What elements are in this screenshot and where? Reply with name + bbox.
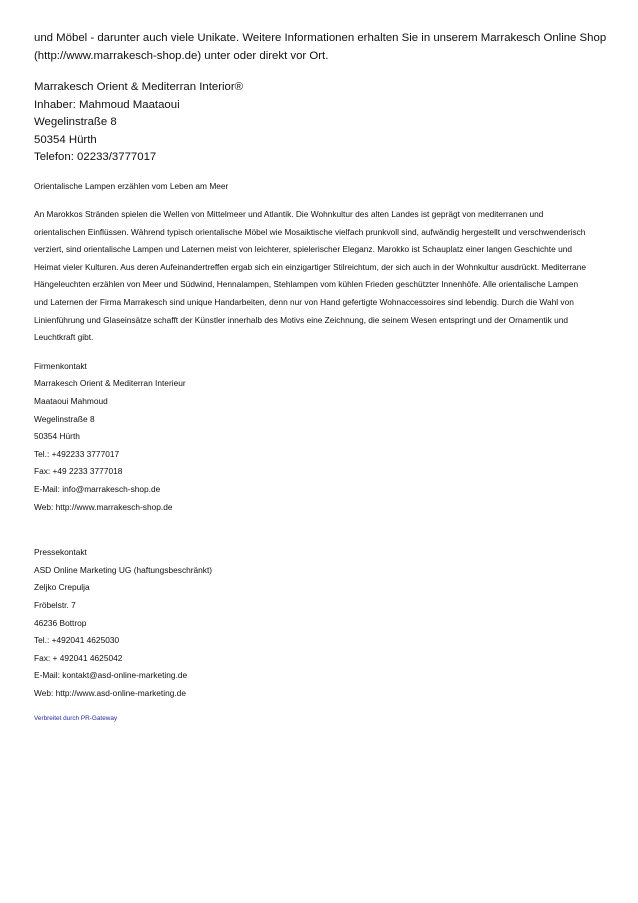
press-contact-line: Fax: + 492041 4625042 bbox=[34, 652, 123, 663]
press-contact-heading: Pressekontakt bbox=[34, 547, 87, 558]
intro-line: und Möbel - darunter auch viele Unikate. Weitere Informationen erhalten Sie in unserem Marrakesch Online Shop bbox=[34, 32, 607, 44]
body-line: verziert, sind orientalische Lampen und Laternen meist von leichterer, spielerischer Eleganz. Marokko ist Schauplatz einer langen Geschichte und bbox=[34, 244, 573, 255]
press-contact-line: 46236 Bottrop bbox=[34, 617, 87, 628]
body-line: Hängeleuchten erzählen von Meer und Südwind, Hennalampen, Stehlampen vom kühlen Frieden geschützter Innenhöfe. Alle orientalische Lampen bbox=[34, 279, 579, 290]
press-contact-line: E-Mail: kontakt@asd-online-marketing.de bbox=[34, 670, 188, 681]
press-contact-line: Zeljko Crepulja bbox=[34, 582, 90, 593]
firm-contact-line: Fax: +49 2233 3777018 bbox=[34, 466, 123, 477]
body-line: und Laternen der Firma Marrakesch sind unique Handarbeiten, denn nur von Hand gefertigte Wohnaccessoires sind lebendig. Durch die Wahl von bbox=[34, 297, 574, 308]
phone-line: Telefon: 02233/3777017 bbox=[34, 151, 157, 163]
press-contact-line: Web: http://www.asd-online-marketing.de bbox=[34, 687, 186, 698]
article-body bbox=[34, 206, 606, 347]
firm-contact-line: Marrakesch Orient & Mediterran Interieur bbox=[34, 378, 186, 389]
company-name: Marrakesch Orient & Mediterran Interior® bbox=[34, 81, 244, 93]
article-title: Orientalische Lampen erzählen vom Leben am Meer bbox=[34, 180, 229, 191]
owner-line: Inhaber: Mahmoud Maataoui bbox=[34, 98, 180, 111]
firm-contact-line: Wegelinstraße 8 bbox=[34, 413, 95, 424]
press-contact-line: Tel.: +492041 4625030 bbox=[34, 635, 120, 646]
firm-contact-heading: Firmenkontakt bbox=[34, 360, 87, 371]
firm-contact-line: Tel.: +492233 3777017 bbox=[34, 448, 120, 459]
press-contact-line: Fröbelstr. 7 bbox=[34, 599, 76, 610]
body-line: Linienführung und Glaseinsätze schafft der Künstler innerhalb des Motivs eine Zeichnung, die seinem Wesen entspringt und der Ornamentik und bbox=[34, 314, 569, 325]
firm-contact-line: Web: http://www.marrakesch-shop.de bbox=[34, 501, 173, 512]
intro-line: (http://www.marrakesch-shop.de) unter oder direkt vor Ort. bbox=[34, 49, 329, 62]
body-line: Leuchtkraft gibt. bbox=[34, 332, 94, 343]
body-line: Heimat vieler Kulturen. Aus deren Aufeinandertreffen ergab sich ein einzigartiger Stilreichtum, der sich auch in der Wohnkultur ausdrückt. Mediterrane bbox=[34, 261, 587, 272]
firm-contact-block bbox=[34, 358, 606, 516]
intro-paragraph bbox=[34, 30, 606, 65]
city-line: 50354 Hürth bbox=[34, 133, 97, 146]
firm-contact-line: Maataoui Mahmoud bbox=[34, 396, 108, 407]
street-line: Wegelinstraße 8 bbox=[34, 116, 117, 128]
firm-contact-line: 50354 Hürth bbox=[34, 431, 80, 442]
body-line: orientalischen Einflüssen. Während typisch orientalische Möbel wie Mosaiktische vielfach prunkvoll sind, aufwändig hergestellt und verschwenderisch bbox=[34, 226, 586, 237]
press-contact-line: ASD Online Marketing UG (haftungsbeschränkt) bbox=[34, 564, 213, 575]
distribution-note: Verbreitet durch PR-Gateway bbox=[34, 714, 118, 722]
body-line: An Marokkos Stränden spielen die Wellen von Mittelmeer und Atlantik. Die Wohnkultur des alten Landes ist geprägt von mediterranen und bbox=[34, 209, 544, 220]
firm-contact-line: E-Mail: info@marrakesch-shop.de bbox=[34, 484, 161, 494]
press-contact-block bbox=[34, 544, 606, 702]
document-page bbox=[34, 30, 606, 724]
address-block bbox=[34, 79, 606, 167]
